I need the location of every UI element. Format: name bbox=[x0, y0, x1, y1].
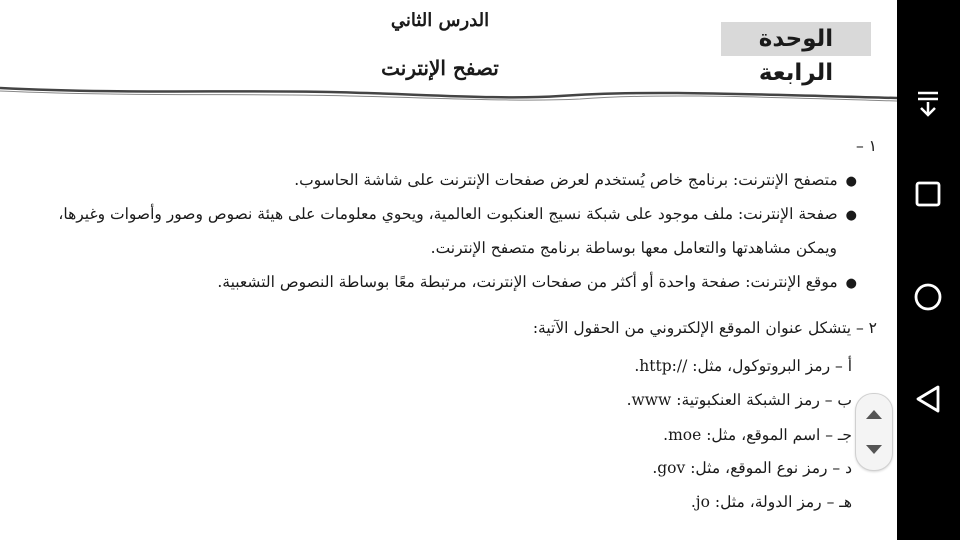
back-button[interactable] bbox=[904, 375, 952, 423]
section2-intro: ٢ – يتشكل عنوان الموقع الإلكتروني من الحقول الآتية: bbox=[532, 319, 877, 337]
recents-square-icon bbox=[915, 181, 941, 207]
lesson-name: الدرس الثاني bbox=[390, 10, 490, 31]
unit-title: الوحدة الرابعة bbox=[721, 22, 871, 56]
back-triangle-icon bbox=[914, 384, 942, 414]
bullet-dot: ● bbox=[845, 276, 857, 291]
bullet-text: متصفح الإنترنت: برنامج خاص يُستخدم لعرض صفحات الإنترنت على شاشة الحاسوب. bbox=[294, 171, 838, 189]
chevron-up-icon bbox=[865, 408, 883, 420]
bullet-text: موقع الإنترنت: صفحة واحدة أو أكثر من صفحات الإنترنت، مرتبطة معًا بوساطة النصوص التشعبية. bbox=[217, 273, 838, 291]
bullet-1 bbox=[294, 170, 857, 192]
scroll-up-button[interactable] bbox=[856, 396, 892, 432]
section1-number: ١ – bbox=[855, 137, 877, 155]
bullet-3 bbox=[217, 272, 857, 294]
lesson-title: تصفح الإنترنت bbox=[381, 56, 499, 80]
home-circle-icon bbox=[913, 282, 943, 312]
bullet-text: صفحة الإنترنت: ملف موجود على شبكة نسيج العنكبوت العالمية، ويحوي معلومات على هيئة نصوص وصور وأصوات وغيرها، bbox=[58, 205, 838, 223]
bullet-2-continuation: ويمكن مشاهدتها والتعامل معها بوساطة برنامج متصفح الإنترنت. bbox=[430, 239, 837, 257]
notification-pulldown-button[interactable] bbox=[904, 80, 952, 128]
address-field-item: أ – رمز البروتوكول، مثل: //:http. bbox=[634, 357, 852, 375]
android-navigation-bar bbox=[897, 0, 960, 540]
header-wave-divider bbox=[0, 70, 897, 110]
address-field-item: ب – رمز الشبكة العنكبوتية: www. bbox=[626, 391, 852, 409]
scroll-down-button[interactable] bbox=[856, 432, 892, 468]
notification-pulldown-icon bbox=[916, 90, 940, 118]
address-field-item: هـ – رمز الدولة، مثل: jo. bbox=[690, 493, 852, 511]
address-field-item: جـ – اسم الموقع، مثل: moe. bbox=[663, 426, 852, 444]
chevron-down-icon bbox=[865, 444, 883, 456]
bullet-2 bbox=[58, 204, 857, 226]
address-field-item: د – رمز نوع الموقع، مثل: gov. bbox=[652, 459, 852, 477]
page-scroll-control bbox=[855, 393, 893, 471]
home-button[interactable] bbox=[904, 273, 952, 321]
recents-button[interactable] bbox=[904, 170, 952, 218]
bullet-dot: ● bbox=[845, 208, 857, 223]
bullet-dot: ● bbox=[845, 174, 857, 189]
